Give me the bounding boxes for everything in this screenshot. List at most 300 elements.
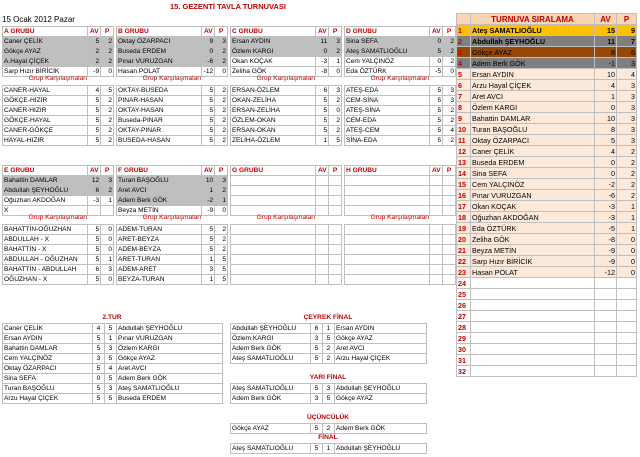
match-name: ERSAN-ÖZLEM xyxy=(231,86,316,96)
match-row xyxy=(231,126,342,136)
standings-row xyxy=(457,168,637,179)
match-score-b: 3 xyxy=(329,86,342,96)
group-matches-title: Grup Karşılaşmaları xyxy=(28,214,88,221)
match-score-a: 5 xyxy=(202,126,215,136)
match-name: Buseda-PINAR xyxy=(117,116,202,126)
match-name: OĞUZHAN - X xyxy=(3,275,88,285)
group-matches-title: Grup Karşılaşmaları xyxy=(142,214,202,221)
standings-rank: 7 xyxy=(457,91,471,102)
match-score-b: 2 xyxy=(215,245,228,255)
match-row xyxy=(3,106,114,116)
player-av xyxy=(430,186,443,196)
player-p xyxy=(329,196,342,206)
standings-rank: 25 xyxy=(457,289,471,300)
player-b: Ateş SAMATLIOĞLU xyxy=(117,384,223,394)
match-row xyxy=(3,245,114,255)
standings-p xyxy=(617,322,637,333)
group-table-g-grubu xyxy=(230,165,342,216)
standings-rank: 29 xyxy=(457,333,471,344)
group-matches-title: Grup Karşılaşmaları xyxy=(256,75,316,82)
match-score-b: 5 xyxy=(215,255,228,265)
standings-av: 0 xyxy=(595,102,617,113)
match-name xyxy=(231,235,316,245)
group-header-row xyxy=(345,27,456,37)
player-a: Turan BAŞOĞLU xyxy=(3,384,93,394)
player-row xyxy=(231,176,342,186)
standings-p xyxy=(617,355,637,366)
standings-av: -12 xyxy=(595,267,617,278)
match-row xyxy=(117,116,228,126)
round-table xyxy=(230,323,427,364)
standings-rank: 9 xyxy=(457,113,471,124)
standings-p: 4 xyxy=(617,69,637,80)
match-name xyxy=(345,235,430,245)
match-name: ARET-BEYZA xyxy=(117,235,202,245)
match-score-a: 5 xyxy=(88,255,101,265)
standings-rank: 16 xyxy=(457,190,471,201)
player-p: 2 xyxy=(215,47,228,57)
standings-av: -6 xyxy=(595,190,617,201)
group-header-row xyxy=(117,166,228,176)
standings-av: 8 xyxy=(595,124,617,135)
match-row xyxy=(345,245,456,255)
match-name: OKTAY-HASAN xyxy=(117,106,202,116)
player-p: 2 xyxy=(101,47,114,57)
standings-av: 5 xyxy=(595,135,617,146)
player-av: 0 xyxy=(430,37,443,47)
player-a: Cem YALÇINÖZ xyxy=(3,354,93,364)
match-score-a xyxy=(430,265,443,275)
standings-name xyxy=(471,355,595,366)
standings-p xyxy=(617,344,637,355)
player-row xyxy=(345,57,456,67)
standings-av: -8 xyxy=(595,234,617,245)
player-av: 0 xyxy=(316,47,329,57)
match-row xyxy=(117,235,228,245)
match-score-a: 5 xyxy=(316,106,329,116)
player-name xyxy=(231,196,316,206)
match-row xyxy=(345,116,456,126)
player-b: Ersan AYDIN xyxy=(335,324,427,334)
standings-rank: 1 xyxy=(457,25,471,36)
match-score-a: 5 xyxy=(202,245,215,255)
match-name xyxy=(345,245,430,255)
match-name xyxy=(345,275,430,285)
match-score-a: 5 xyxy=(202,106,215,116)
standings-av xyxy=(595,289,617,300)
group-name: A GRUBU xyxy=(3,27,88,37)
standings-row xyxy=(457,245,637,256)
match-score-a: 5 xyxy=(202,136,215,146)
standings-av: -1 xyxy=(595,58,617,69)
score-a: 5 xyxy=(93,334,105,344)
standings-av xyxy=(595,322,617,333)
standings-p xyxy=(617,333,637,344)
match-score-b: 5 xyxy=(329,136,342,146)
standings-name: Bahattin DAMLAR xyxy=(471,113,595,124)
group-matches-table xyxy=(2,224,114,285)
match-name: OKAN-ZELİHA xyxy=(231,96,316,106)
standings-rank: 26 xyxy=(457,300,471,311)
av-header: AV xyxy=(430,166,443,176)
round-table xyxy=(230,443,427,454)
match-name xyxy=(231,225,316,235)
standings-rank: 8 xyxy=(457,102,471,113)
match-name: ATEŞ-CEM xyxy=(345,126,430,136)
standings-av-header: AV xyxy=(595,14,617,25)
player-name: Zeliha GÖK xyxy=(231,67,316,77)
standings-p: 0 xyxy=(617,267,637,278)
standings-rank: 13 xyxy=(457,157,471,168)
match-score-a xyxy=(316,275,329,285)
standings-p: 3 xyxy=(617,102,637,113)
match-row xyxy=(231,116,342,126)
match-score-a xyxy=(430,235,443,245)
player-a: Ateş SAMATLIOĞLU xyxy=(231,384,311,394)
player-av: -9 xyxy=(202,206,215,216)
match-score-a xyxy=(316,225,329,235)
player-b: Arzu Hayal ÇİÇEK xyxy=(335,354,427,364)
score-b: 5 xyxy=(105,324,117,334)
player-name: Oktay ÖZARPACI xyxy=(117,37,202,47)
score-b: 2 xyxy=(323,344,335,354)
group-name: B GRUBU xyxy=(117,27,202,37)
match-score-a: 5 xyxy=(202,116,215,126)
standings-name: Aret AVCI xyxy=(471,91,595,102)
player-name: Sarp Hızır BİRİCİK xyxy=(3,67,88,77)
match-row xyxy=(345,96,456,106)
match-score-b xyxy=(329,225,342,235)
group-header-row xyxy=(345,166,456,176)
match-score-b: 3 xyxy=(101,265,114,275)
player-a: Oktay ÖZARPACI xyxy=(3,364,93,374)
av-header: AV xyxy=(88,27,101,37)
round-title-fi-nal: FİNAL xyxy=(318,434,338,441)
player-a: Ateş SAMATLIOĞLU xyxy=(231,354,311,364)
player-av: -5 xyxy=(430,67,443,77)
player-p xyxy=(329,186,342,196)
match-score-b: 2 xyxy=(101,136,114,146)
score-a: 5 xyxy=(311,354,323,364)
player-p: 2 xyxy=(101,57,114,67)
standings-row xyxy=(457,223,637,234)
standings-av: -9 xyxy=(595,245,617,256)
player-av: -2 xyxy=(202,196,215,206)
score-b: 1 xyxy=(323,444,335,454)
match-row xyxy=(3,265,114,275)
score-b: 5 xyxy=(323,394,335,404)
group-table-a-grubu xyxy=(2,26,114,77)
standings-name xyxy=(471,333,595,344)
score-a: 3 xyxy=(311,334,323,344)
player-p: 0 xyxy=(329,67,342,77)
player-p: 2 xyxy=(215,186,228,196)
standings-av: 10 xyxy=(595,69,617,80)
match-score-a: 5 xyxy=(316,126,329,136)
match-score-b: 2 xyxy=(215,126,228,136)
player-b: Abdullah ŞEYHOĞLU xyxy=(117,324,223,334)
match-score-b: 2 xyxy=(215,106,228,116)
standings-rank: 31 xyxy=(457,355,471,366)
group-matches-table xyxy=(230,224,342,285)
standings-rank: 19 xyxy=(457,223,471,234)
player-name: Hasan POLAT xyxy=(117,67,202,77)
match-score-b: 5 xyxy=(101,86,114,96)
match-name: ADEM-BEYZA xyxy=(117,245,202,255)
player-row xyxy=(117,176,228,186)
p-header: P xyxy=(215,27,228,37)
standings-row xyxy=(457,25,637,36)
group-name: H GRUBU xyxy=(345,166,430,176)
standings-p: 3 xyxy=(617,91,637,102)
p-header: P xyxy=(329,166,342,176)
player-p: 1 xyxy=(329,57,342,67)
player-av: -3 xyxy=(88,196,101,206)
standings-av: -2 xyxy=(595,179,617,190)
match-row xyxy=(345,126,456,136)
player-name: Buseda ERDEM xyxy=(117,47,202,57)
match-score-b: 3 xyxy=(443,86,456,96)
player-p: 2 xyxy=(101,37,114,47)
player-av: 2 xyxy=(88,57,101,67)
match-row xyxy=(345,225,456,235)
standings-rank: 23 xyxy=(457,267,471,278)
group-table-b-grubu xyxy=(116,26,228,77)
match-row xyxy=(231,265,342,275)
player-row xyxy=(3,186,114,196)
round-table xyxy=(2,323,223,404)
standings-row xyxy=(457,212,637,223)
round-title--eyrek-fi-nal: ÇEYREK FİNAL xyxy=(303,314,353,321)
round-row xyxy=(3,354,223,364)
standings-row xyxy=(457,146,637,157)
match-score-a: 1 xyxy=(316,136,329,146)
player-name: Adem Berk GÖK xyxy=(117,196,202,206)
match-row xyxy=(117,86,228,96)
player-p xyxy=(443,196,456,206)
standings-p: 2 xyxy=(617,179,637,190)
group-matches-title: Grup Karşılaşmaları xyxy=(370,75,430,82)
match-score-b xyxy=(443,275,456,285)
player-p: 0 xyxy=(215,206,228,216)
standings-name: Pınar VURUZGAN xyxy=(471,190,595,201)
av-header: AV xyxy=(316,166,329,176)
group-table-c-grubu xyxy=(230,26,342,77)
player-name: Pınar VURUZGAN xyxy=(117,57,202,67)
standings-p: 2 xyxy=(617,190,637,201)
match-name: PINAR-HASAN xyxy=(117,96,202,106)
match-score-a: 4 xyxy=(88,86,101,96)
match-row xyxy=(3,255,114,265)
av-header: AV xyxy=(88,166,101,176)
player-p: 0 xyxy=(443,67,456,77)
match-row xyxy=(117,245,228,255)
group-matches-table xyxy=(344,85,456,146)
group-name: F GRUBU xyxy=(117,166,202,176)
p-header: P xyxy=(101,27,114,37)
standings-row xyxy=(457,256,637,267)
player-name xyxy=(231,176,316,186)
standings-p: 0 xyxy=(617,234,637,245)
av-header: AV xyxy=(430,27,443,37)
round-row xyxy=(231,324,427,334)
match-row xyxy=(117,96,228,106)
match-score-b: 5 xyxy=(215,265,228,275)
standings-row xyxy=(457,300,637,311)
player-row xyxy=(3,37,114,47)
standings-p xyxy=(617,278,637,289)
standings-row xyxy=(457,124,637,135)
match-name xyxy=(345,225,430,235)
match-score-b: 0 xyxy=(101,275,114,285)
match-score-a: 5 xyxy=(430,136,443,146)
player-av xyxy=(430,176,443,186)
player-name xyxy=(231,186,316,196)
match-name xyxy=(345,265,430,275)
group-header-row xyxy=(3,27,114,37)
standings-row xyxy=(457,355,637,366)
match-row xyxy=(117,255,228,265)
standings-rank: 32 xyxy=(457,366,471,377)
match-score-b xyxy=(443,235,456,245)
player-name: Eda ÖZTÜRK xyxy=(345,67,430,77)
match-score-b xyxy=(443,225,456,235)
match-row xyxy=(3,96,114,106)
standings-name xyxy=(471,366,595,377)
round-row xyxy=(231,354,427,364)
standings-p: 0 xyxy=(617,245,637,256)
player-b: Pınar VURUZGAN xyxy=(117,334,223,344)
standings-av: 0 xyxy=(595,168,617,179)
standings-rank: 2 xyxy=(457,36,471,47)
round-row xyxy=(231,394,427,404)
standings-name: Caner ÇELİK xyxy=(471,146,595,157)
player-av: -3 xyxy=(316,57,329,67)
match-score-b: 2 xyxy=(443,136,456,146)
match-score-b: 2 xyxy=(443,116,456,126)
standings-av: 0 xyxy=(595,157,617,168)
match-name xyxy=(345,255,430,265)
match-score-a: 5 xyxy=(430,116,443,126)
player-row xyxy=(3,47,114,57)
match-score-a xyxy=(430,225,443,235)
match-row xyxy=(345,235,456,245)
player-row xyxy=(231,57,342,67)
player-av: 11 xyxy=(316,37,329,47)
player-name xyxy=(345,176,430,186)
match-score-b: 2 xyxy=(215,96,228,106)
match-score-a: 5 xyxy=(88,126,101,136)
score-b: 3 xyxy=(323,384,335,394)
score-b: 5 xyxy=(105,374,117,384)
standings-name: Sina SEFA xyxy=(471,168,595,179)
match-row xyxy=(3,86,114,96)
standings-name: Özlem KARGI xyxy=(471,102,595,113)
score-a: 5 xyxy=(311,424,323,434)
match-score-b xyxy=(329,255,342,265)
player-av: 2 xyxy=(88,47,101,57)
match-row xyxy=(345,255,456,265)
standings-row xyxy=(457,113,637,124)
match-score-b: 2 xyxy=(215,86,228,96)
player-row xyxy=(231,186,342,196)
player-name: Ateş SAMATLIOĞLU xyxy=(345,47,430,57)
standings-name: Abdullah ŞEYHOĞLU xyxy=(471,36,595,47)
player-row xyxy=(3,196,114,206)
match-score-b xyxy=(329,235,342,245)
round-row xyxy=(3,334,223,344)
player-name: Turan BAŞOĞLU xyxy=(117,176,202,186)
group-matches-title: Grup Karşılaşmaları xyxy=(142,75,202,82)
player-a: Ateş SAMATLIOĞLU xyxy=(231,444,311,454)
standings-header-row xyxy=(457,14,637,25)
player-name: A.Hayal ÇİÇEK xyxy=(3,57,88,67)
player-p: 2 xyxy=(329,47,342,57)
match-name: SİNA-EDA xyxy=(345,136,430,146)
standings-p: 7 xyxy=(617,36,637,47)
standings-rank: 27 xyxy=(457,311,471,322)
standings-p: 3 xyxy=(617,124,637,135)
round-row xyxy=(231,344,427,354)
match-name xyxy=(231,245,316,255)
score-a: 0 xyxy=(93,374,105,384)
group-matches-table xyxy=(2,85,114,146)
player-av: -12 xyxy=(203,67,214,75)
match-score-a xyxy=(430,245,443,255)
standings-av: 4 xyxy=(595,146,617,157)
round-row xyxy=(231,334,427,344)
match-score-a: 3 xyxy=(202,265,215,275)
group-matches-table xyxy=(116,85,228,146)
match-name xyxy=(231,265,316,275)
match-name: ATEŞ-EDA xyxy=(345,86,430,96)
standings-av xyxy=(595,366,617,377)
player-p: 2 xyxy=(101,186,114,196)
standings-row xyxy=(457,190,637,201)
group-header-row xyxy=(231,166,342,176)
match-row xyxy=(117,265,228,275)
standings-av xyxy=(595,300,617,311)
match-name: ARET-TURAN xyxy=(117,255,202,265)
player-row xyxy=(117,47,228,57)
player-row xyxy=(345,176,456,186)
match-row xyxy=(231,255,342,265)
match-row xyxy=(345,106,456,116)
standings-rank: 4 xyxy=(457,58,471,69)
match-name: OKTAY-PINAR xyxy=(117,126,202,136)
standings-row xyxy=(457,322,637,333)
player-av xyxy=(430,196,443,206)
p-header: P xyxy=(215,166,228,176)
match-row xyxy=(231,106,342,116)
standings-name xyxy=(471,300,595,311)
match-score-a: 5 xyxy=(88,275,101,285)
match-name: GÖKÇE-HIZIR xyxy=(3,96,88,106)
standings-row xyxy=(457,267,637,278)
standings-av: 1 xyxy=(595,91,617,102)
standings-rank: 12 xyxy=(457,146,471,157)
player-p: 0 xyxy=(101,67,114,77)
player-p: 3 xyxy=(215,176,228,186)
player-p: 0 xyxy=(215,67,228,77)
match-row xyxy=(117,106,228,116)
player-b: Aret AVCI xyxy=(117,364,223,374)
standings-name: Okan KOÇAK xyxy=(471,201,595,212)
match-score-a: 6 xyxy=(88,265,101,275)
match-row xyxy=(345,136,456,146)
player-row xyxy=(117,37,228,47)
match-name: CEM-EDA xyxy=(345,116,430,126)
